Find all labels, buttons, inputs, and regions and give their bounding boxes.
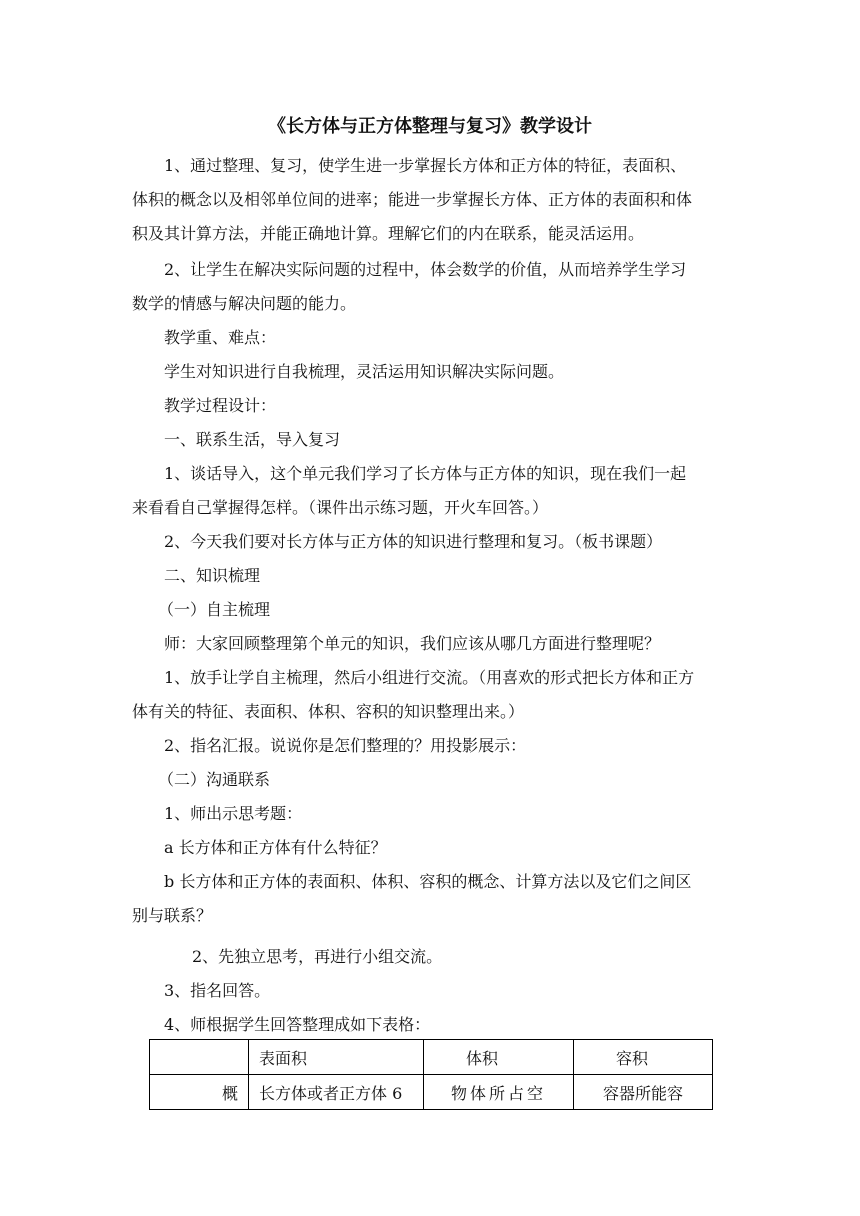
goal-2-line-2: 数学的情感与解决问题的能力。 [132,294,357,313]
table-header-cell [150,1040,249,1075]
subsection-1-heading: （一）自主梳理 [158,600,271,619]
sub1-item-1-line-1: 1、放手让学自主梳理，然后小组进行交流。（用喜欢的形式把长方体和正方 [164,668,695,687]
table-cell: 物体所占空 [424,1075,574,1110]
section-1-item-1-line-1: 1、谈话导入，这个单元我们学习了长方体与正方体的知识，现在我们一起 [164,464,687,483]
table-cell: 长方体或者正方体 6 [249,1075,424,1110]
table-row [150,1075,713,1110]
table-header-cell: 表面积 [249,1040,424,1075]
goal-1-line-1: 1、通过整理、复习，使学生进一步掌握长方体和正方体的特征，表面积、 [164,156,687,175]
sub2-item-1: 1、师出示思考题： [164,804,303,823]
process-heading: 教学过程设计： [164,396,277,415]
section-2-heading: 二、知识梳理 [164,566,261,585]
section-1-heading: 一、联系生活，导入复习 [164,430,341,449]
table-cell: 概 [150,1075,249,1110]
question-b-line-2: 别与联系？ [132,906,213,925]
sub1-item-2: 2、指名汇报。说说你是怎们整理的？用投影展示： [164,736,527,755]
question-a: a 长方体和正方体有什么特征？ [164,838,387,857]
sub2-item-4: 4、师根据学生回答整理成如下表格： [164,1015,431,1034]
sub2-item-2: 2、先独立思考，再进行小组交流。 [192,947,443,966]
goal-1-line-2: 体积的概念以及相邻单位间的进率；能进一步掌握长方体、正方体的表面积和体 [132,190,693,209]
goal-2-line-1: 2、让学生在解决实际问题的过程中，体会数学的价值，从而培养学生学习 [164,260,687,279]
key-points-text: 学生对知识进行自我梳理，灵活运用知识解决实际问题。 [164,362,565,381]
key-points-heading: 教学重、难点： [164,328,277,347]
sub1-item-1-line-2: 体有关的特征、表面积、体积、容积的知识整理出来。） [132,702,525,721]
teacher-question: 师：大家回顾整理第个单元的知识，我们应该从哪几方面进行整理呢？ [164,634,661,653]
section-1-item-1-line-2: 来看看自己掌握得怎样。（课件出示练习题，开火车回答。） [132,498,549,517]
table-header-cell: 体积 [424,1040,574,1075]
table-header-row [150,1040,713,1075]
question-b-line-1: b 长方体和正方体的表面积、体积、容积的概念、计算方法以及它们之间区 [164,872,692,891]
table-cell: 容器所能容 [574,1075,713,1110]
summary-table [149,1039,713,1110]
document-title: 《长方体与正方体整理与复习》教学设计 [268,116,592,137]
section-1-item-2: 2、今天我们要对长方体与正方体的知识进行整理和复习。（板书课题） [164,532,663,551]
sub2-item-3: 3、指名回答。 [164,981,271,1000]
goal-1-line-3: 积及其计算方法，并能正确地计算。理解它们的内在联系，能灵活运用。 [132,224,645,243]
subsection-2-heading: （二）沟通联系 [158,770,271,789]
table-header-cell: 容积 [574,1040,713,1075]
